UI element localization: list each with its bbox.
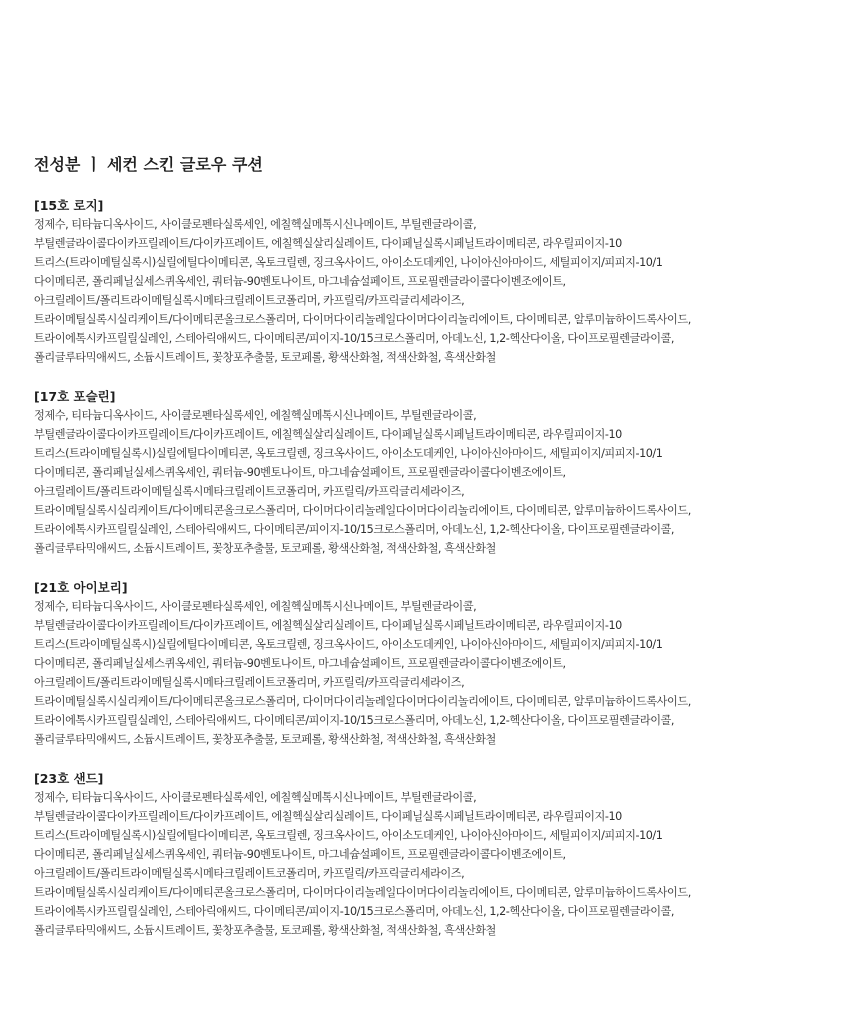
ingredient-line: 트라이메틸실록시실리케이트/다이메티콘올크로스폴리머, 다이머다이리놀레일다이머다이리놀리에이트, 다이메티콘, 알루미늄하이드록사이드,: [34, 695, 691, 708]
shade-section-21: [34, 578, 860, 749]
ingredient-line: 다이메티콘, 폴리페닐실세스퀴옥세인, 쿼터늄-90벤토나이트, 마그네슘설페이트, 프로필렌글라이콜다이벤조에이트,: [34, 657, 566, 670]
ingredient-line: 정제수, 티타늄디옥사이드, 사이클로펜타실록세인, 에칠헥실메톡시신나메이트, 부틸렌글라이콜,: [34, 218, 477, 231]
ingredient-line: 트라이에톡시카프릴릴실레인, 스테아릭애씨드, 다이메티콘/피이지-10/15크로스폴리머, 아데노신, 1,2-헥산다이올, 다이프로필렌글라이콜,: [34, 714, 675, 727]
ingredient-line: 폴리글루타믹애씨드, 소듐시트레이트, 꽃창포추출물, 토코페롤, 황색산화철, 적색산화철, 흑색산화철: [34, 733, 496, 746]
shade-section-17: [34, 387, 860, 558]
shade-heading: [23호 샌드]: [34, 771, 104, 786]
ingredient-line: 아크릴레이트/폴리트라이메틸실록시메타크릴레이트코폴리머, 카프릴릭/카프릭글리세라이즈,: [34, 485, 465, 498]
ingredient-line: 폴리글루타믹애씨드, 소듐시트레이트, 꽃창포추출물, 토코페롤, 황색산화철, 적색산화철, 흑색산화철: [34, 542, 496, 555]
ingredient-line: 폴리글루타믹애씨드, 소듐시트레이트, 꽃창포추출물, 토코페롤, 황색산화철, 적색산화철, 흑색산화철: [34, 924, 496, 937]
shade-section-23: [34, 769, 860, 940]
ingredient-line: 트리스(트라이메틸실록시)실릴에틸다이메티콘, 옥토크릴렌, 징크옥사이드, 아이소도데케인, 나이아신아마이드, 세틸피이지/피피지-10/1: [34, 256, 663, 269]
shade-section-15: [34, 196, 860, 367]
ingredient-line: 트라이메틸실록시실리케이트/다이메티콘올크로스폴리머, 다이머다이리놀레일다이머다이리놀리에이트, 다이메티콘, 알루미늄하이드록사이드,: [34, 504, 691, 517]
ingredient-line: 다이메티콘, 폴리페닐실세스퀴옥세인, 쿼터늄-90벤토나이트, 마그네슘설페이트, 프로필렌글라이콜다이벤조에이트,: [34, 466, 566, 479]
ingredient-line: 부틸렌글라이콜다이카프릴레이트/다이카프레이트, 에칠헥실살리실레이트, 다이페닐실록시페닐트라이메티콘, 라우릴피이지-10: [34, 237, 622, 250]
page-title: 전성분 ㅣ 세컨 스킨 글로우 쿠션: [34, 155, 263, 174]
ingredient-line: 정제수, 티타늄디옥사이드, 사이클로펜타실록세인, 에칠헥실메톡시신나메이트, 부틸렌글라이콜,: [34, 600, 477, 613]
ingredient-line: 트리스(트라이메틸실록시)실릴에틸다이메티콘, 옥토크릴렌, 징크옥사이드, 아이소도데케인, 나이아신아마이드, 세틸피이지/피피지-10/1: [34, 447, 663, 460]
ingredient-line: 아크릴레이트/폴리트라이메틸실록시메타크릴레이트코폴리머, 카프릴릭/카프릭글리세라이즈,: [34, 676, 465, 689]
ingredient-line: 정제수, 티타늄디옥사이드, 사이클로펜타실록세인, 에칠헥실메톡시신나메이트, 부틸렌글라이콜,: [34, 409, 477, 422]
ingredient-line: 폴리글루타믹애씨드, 소듐시트레이트, 꽃창포추출물, 토코페롤, 황색산화철, 적색산화철, 흑색산화철: [34, 351, 496, 364]
shade-heading: [21호 아이보리]: [34, 580, 128, 595]
ingredient-line: 부틸렌글라이콜다이카프릴레이트/다이카프레이트, 에칠헥실살리실레이트, 다이페닐실록시페닐트라이메티콘, 라우릴피이지-10: [34, 428, 622, 441]
ingredient-line: 트리스(트라이메틸실록시)실릴에틸다이메티콘, 옥토크릴렌, 징크옥사이드, 아이소도데케인, 나이아신아마이드, 세틸피이지/피피지-10/1: [34, 829, 663, 842]
ingredient-line: 트리스(트라이메틸실록시)실릴에틸다이메티콘, 옥토크릴렌, 징크옥사이드, 아이소도데케인, 나이아신아마이드, 세틸피이지/피피지-10/1: [34, 638, 663, 651]
ingredient-line: 트라이메틸실록시실리케이트/다이메티콘올크로스폴리머, 다이머다이리놀레일다이머다이리놀리에이트, 다이메티콘, 알루미늄하이드록사이드,: [34, 313, 691, 326]
ingredient-line: 다이메티콘, 폴리페닐실세스퀴옥세인, 쿼터늄-90벤토나이트, 마그네슘설페이트, 프로필렌글라이콜다이벤조에이트,: [34, 848, 566, 861]
ingredient-list: [34, 597, 860, 749]
ingredient-line: 아크릴레이트/폴리트라이메틸실록시메타크릴레이트코폴리머, 카프릴릭/카프릭글리세라이즈,: [34, 867, 465, 880]
ingredient-line: 아크릴레이트/폴리트라이메틸실록시메타크릴레이트코폴리머, 카프릴릭/카프릭글리세라이즈,: [34, 294, 465, 307]
ingredient-list: [34, 788, 860, 940]
ingredient-line: 트라이에톡시카프릴릴실레인, 스테아릭애씨드, 다이메티콘/피이지-10/15크로스폴리머, 아데노신, 1,2-헥산다이올, 다이프로필렌글라이콜,: [34, 905, 675, 918]
ingredient-list: [34, 406, 860, 558]
ingredient-line: 트라이메틸실록시실리케이트/다이메티콘올크로스폴리머, 다이머다이리놀레일다이머다이리놀리에이트, 다이메티콘, 알루미늄하이드록사이드,: [34, 886, 691, 899]
ingredient-line: 다이메티콘, 폴리페닐실세스퀴옥세인, 쿼터늄-90벤토나이트, 마그네슘설페이트, 프로필렌글라이콜다이벤조에이트,: [34, 275, 566, 288]
ingredient-line: 부틸렌글라이콜다이카프릴레이트/다이카프레이트, 에칠헥실살리실레이트, 다이페닐실록시페닐트라이메티콘, 라우릴피이지-10: [34, 619, 622, 632]
ingredient-line: 트라이에톡시카프릴릴실레인, 스테아릭애씨드, 다이메티콘/피이지-10/15크로스폴리머, 아데노신, 1,2-헥산다이올, 다이프로필렌글라이콜,: [34, 523, 675, 536]
shade-heading: [17호 포슬린]: [34, 389, 116, 404]
ingredient-list: [34, 215, 860, 367]
ingredient-line: 부틸렌글라이콜다이카프릴레이트/다이카프레이트, 에칠헥실살리실레이트, 다이페닐실록시페닐트라이메티콘, 라우릴피이지-10: [34, 810, 622, 823]
shade-heading: [15호 로지]: [34, 198, 104, 213]
ingredient-line: 정제수, 티타늄디옥사이드, 사이클로펜타실록세인, 에칠헥실메톡시신나메이트, 부틸렌글라이콜,: [34, 791, 477, 804]
ingredient-line: 트라이에톡시카프릴릴실레인, 스테아릭애씨드, 다이메티콘/피이지-10/15크로스폴리머, 아데노신, 1,2-헥산다이올, 다이프로필렌글라이콜,: [34, 332, 675, 345]
